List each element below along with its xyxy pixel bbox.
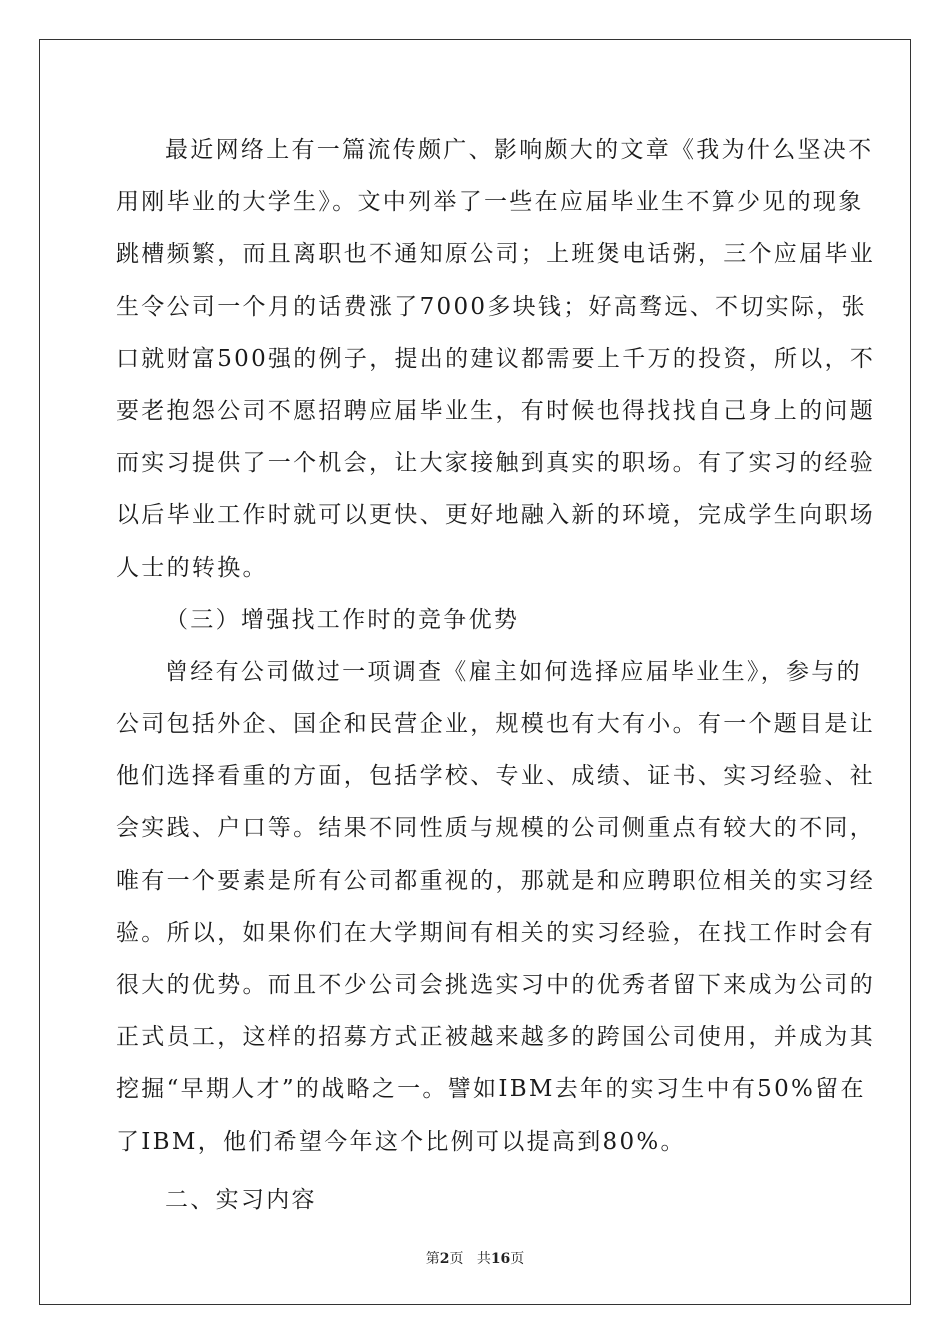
text-line: 正式员工，这样的招募方式正被越来越多的跨国公司使用，并成为其	[116, 1024, 875, 1051]
text-line: 唯有一个要素是所有公司都重视的，那就是和应聘职位相关的实习经	[116, 867, 875, 894]
text-line: 最近网络上有一篇流传颇广、影响颇大的文章《我为什么坚决不	[165, 137, 874, 163]
text-line: 要老抱怨公司不愿招聘应届毕业生，有时候也得找找自己身上的问题	[116, 397, 875, 424]
text-line: 挖掘“早期人才”的战略之一。譬如IBM去年的实习生中有50%留在	[116, 1076, 866, 1103]
text-line: 以后毕业工作时就可以更快、更好地融入新的环境，完成学生向职场	[116, 502, 875, 529]
page-footer	[0, 1248, 950, 1268]
text-line: 很大的优势。而且不少公司会挑选实习中的优秀者留下来成为公司的	[116, 972, 875, 998]
total-pages: 16	[490, 1251, 511, 1267]
text-line: 口就财富500强的例子，提出的建议都需要上千万的投资，所以，不	[116, 345, 876, 372]
total-prefix: 共	[476, 1251, 491, 1267]
text-line: 而实习提供了一个机会，让大家接触到真实的职场。有了实习的经验	[116, 450, 875, 477]
text-line: 了IBM，他们希望今年这个比例可以提高到80%。	[116, 1128, 686, 1155]
text-line: 用刚毕业的大学生》。文中列举了一些在应届毕业生不算少见的现象	[116, 189, 864, 216]
text-line: 曾经有公司做过一项调查《雇主如何选择应届毕业生》，参与的	[165, 658, 862, 685]
text-line: 跳槽频繁，而且离职也不通知原公司；上班煲电话粥，三个应届毕业	[116, 241, 875, 268]
total-suffix: 页	[510, 1251, 525, 1267]
section-heading: 二、实习内容	[165, 1186, 317, 1213]
text-line: 会实践、户口等。结果不同性质与规模的公司侧重点有较大的不同，	[116, 815, 875, 842]
page-number: 2	[439, 1251, 450, 1267]
section-heading: （三）增强找工作时的竞争优势	[165, 606, 520, 633]
document-body	[116, 124, 876, 1226]
page-prefix: 第	[425, 1251, 440, 1267]
text-line: 人士的转换。	[116, 554, 268, 581]
text-line: 生令公司一个月的话费涨了7000多块钱；好高骛远、不切实际，张	[116, 293, 867, 320]
page-suffix: 页	[449, 1251, 464, 1267]
text-line: 公司包括外企、国企和民营企业，规模也有大有小。有一个题目是让	[116, 711, 875, 738]
text-line: 验。所以，如果你们在大学期间有相关的实习经验，在找工作时会有	[116, 919, 875, 946]
text-line: 他们选择看重的方面，包括学校、专业、成绩、证书、实习经验、社	[116, 763, 875, 790]
